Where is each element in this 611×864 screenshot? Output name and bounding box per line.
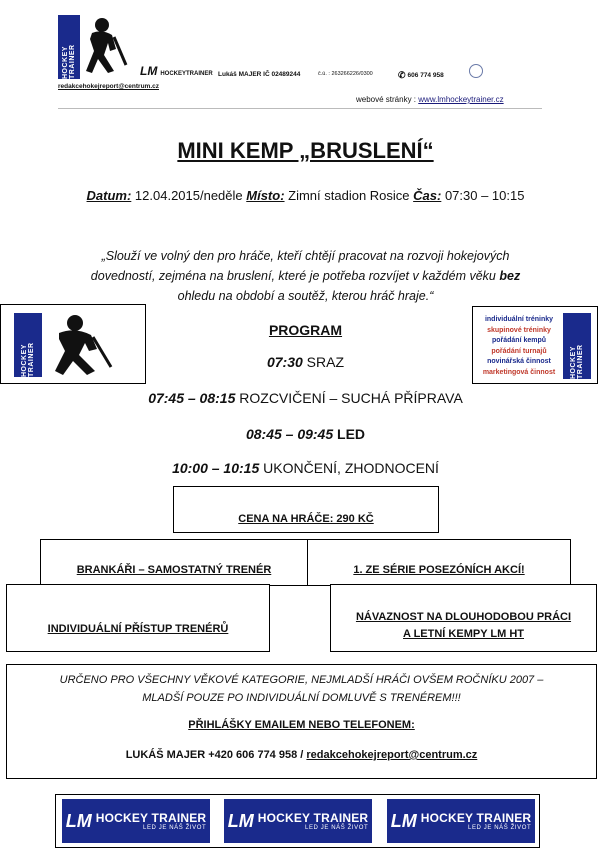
- goalies-text: BRANKÁŘI – SAMOSTATNÝ TRENÉR: [76, 564, 272, 576]
- program-text: UKONČENÍ, ZHODNOCENÍ: [259, 460, 439, 476]
- web-link[interactable]: www.lmhockeytrainer.cz: [418, 95, 504, 104]
- signup-heading: PŘIHLÁŠKY EMAILEM NEBO TELEFONEM:: [188, 719, 415, 731]
- program-heading: PROGRAM: [268, 322, 343, 338]
- quote-block: [0, 246, 611, 306]
- header-divider: [58, 108, 542, 109]
- phone-number: 606 774 958: [407, 72, 444, 79]
- continuity-box: [330, 584, 597, 652]
- price-box: [173, 486, 439, 533]
- banner-name: HOCKEY TRAINER: [257, 811, 369, 825]
- banner-slogan: LED JE NÁŠ ŽIVOT: [468, 825, 532, 831]
- services-box: [472, 306, 598, 384]
- brand-name: HOCKEYTRAINER: [160, 71, 213, 77]
- brand-lm: LM: [140, 64, 158, 78]
- service-item: pořádání kempů: [491, 337, 547, 344]
- header-email-link[interactable]: redakcehokejreport@centrum.cz: [58, 83, 159, 90]
- banner-logo: [62, 799, 210, 843]
- banner-slogan: LED JE NÁŠ ŽIVOT: [143, 825, 207, 831]
- program-item: [0, 390, 611, 406]
- header-account: č.ú. : 263266226/0300: [318, 71, 373, 77]
- quote-line-2: [0, 266, 611, 286]
- footer-banners: [55, 794, 540, 848]
- contact-line: [7, 749, 596, 761]
- program-time: 07:45 – 08:15: [148, 390, 236, 406]
- series-text: 1. ZE SÉRIE POSEZÓNÍCH AKCÍ!: [353, 564, 525, 576]
- quote-line-2b: bez: [499, 269, 521, 283]
- individual-box: [6, 584, 270, 652]
- series-box: [307, 539, 571, 586]
- web-label: webové stránky :: [356, 95, 417, 104]
- individual-text: INDIVIDUÁLNÍ PŘÍSTUP TRENÉRŮ: [47, 623, 229, 635]
- banner-logo: [224, 799, 372, 843]
- header-name-id: Lukáš MAJER IČ 02489244: [218, 71, 301, 78]
- continuity-line-1: NÁVAZNOST NA DLOUHODOBOU PRÁCI: [355, 611, 572, 623]
- continuity-line-2: A LETNÍ KEMPY LM HT: [403, 628, 524, 640]
- program-text: SRAZ: [302, 354, 345, 370]
- banner-name: HOCKEY TRAINER: [420, 811, 532, 825]
- left-logo-box: [0, 304, 146, 384]
- age-note-line-1: URČENO PRO VŠECHNY VĚKOVÉ KATEGORIE, NEJMLADŠÍ HRÁČI OVŠEM ROČNÍKU 2007 –: [59, 674, 544, 686]
- goalies-box: [40, 539, 308, 586]
- program-text: ROZCVIČENÍ – SUCHÁ PŘÍPRAVA: [235, 390, 463, 406]
- page-title: MINI KEMP „BRUSLENÍ“: [177, 138, 434, 163]
- contact-name: LUKÁŠ MAJER +420 606 774 958 /: [125, 749, 307, 761]
- header-brand: [140, 64, 213, 78]
- logo-vertical-text: HOCKEY TRAINER: [62, 44, 76, 79]
- program-time: 07:30: [266, 354, 303, 370]
- service-item: individuální tréninky: [484, 316, 554, 323]
- header-phone: [398, 70, 444, 81]
- banner-logo: [387, 799, 535, 843]
- age-note-line-2: MLADŠÍ POUZE PO INDIVIDUÁLNÍ DOMLUVĚ S TRENÉREM!!!: [142, 692, 461, 704]
- cas-label: Čas:: [413, 188, 442, 203]
- contact-email-link[interactable]: redakcehokejreport@centrum.cz: [306, 749, 478, 761]
- banner-lm: LM: [227, 810, 254, 831]
- program-item: [0, 426, 611, 442]
- quote-line-1: „Slouží ve volný den pro hráče, kteří chtějí pracovat na rozvoji hokejových: [101, 249, 510, 263]
- banner-lm: LM: [65, 810, 92, 831]
- datum-label: Datum:: [86, 188, 132, 203]
- banner-name: HOCKEY TRAINER: [95, 811, 207, 825]
- service-item: marketingová činnost: [482, 368, 556, 376]
- misto-value: Zimní stadion Rosice: [284, 188, 414, 203]
- event-meta: [0, 188, 611, 203]
- registration-box: [6, 664, 597, 779]
- program-item: [0, 460, 611, 476]
- program-item: [0, 354, 611, 370]
- service-item: pořádání turnajů: [491, 347, 547, 355]
- left-logo-text: HOCKEY TRAINER: [21, 342, 35, 377]
- program-text: LED: [333, 426, 366, 442]
- hockey-player-icon: [80, 15, 128, 77]
- header-web: [356, 95, 504, 104]
- misto-label: Místo:: [246, 188, 285, 203]
- quote-line-3: ohledu na období a soutěž, kterou hráč hraje.“: [177, 289, 434, 303]
- globe-icon: [469, 64, 483, 78]
- price-text: CENA NA HRÁČE: 290 KČ: [238, 513, 374, 525]
- program-time: 08:45 – 09:45: [245, 426, 334, 442]
- banner-slogan: LED JE NÁŠ ŽIVOT: [305, 825, 369, 831]
- phone-icon: ✆: [398, 70, 406, 80]
- quote-line-2a: dovedností, zejména na bruslení, které je potřeba rozvíjet v každém věku: [90, 269, 500, 283]
- service-item: skupinové tréninky: [487, 326, 551, 334]
- service-item: novinářská činnost: [487, 358, 551, 365]
- header-logo: [58, 15, 80, 79]
- program-time: 10:00 – 10:15: [172, 460, 260, 476]
- datum-value: 12.04.2015/neděle: [131, 188, 247, 203]
- services-logo-text: HOCKEY TRAINER: [570, 344, 584, 379]
- banner-lm: LM: [390, 810, 417, 831]
- cas-value: 07:30 – 10:15: [441, 188, 525, 203]
